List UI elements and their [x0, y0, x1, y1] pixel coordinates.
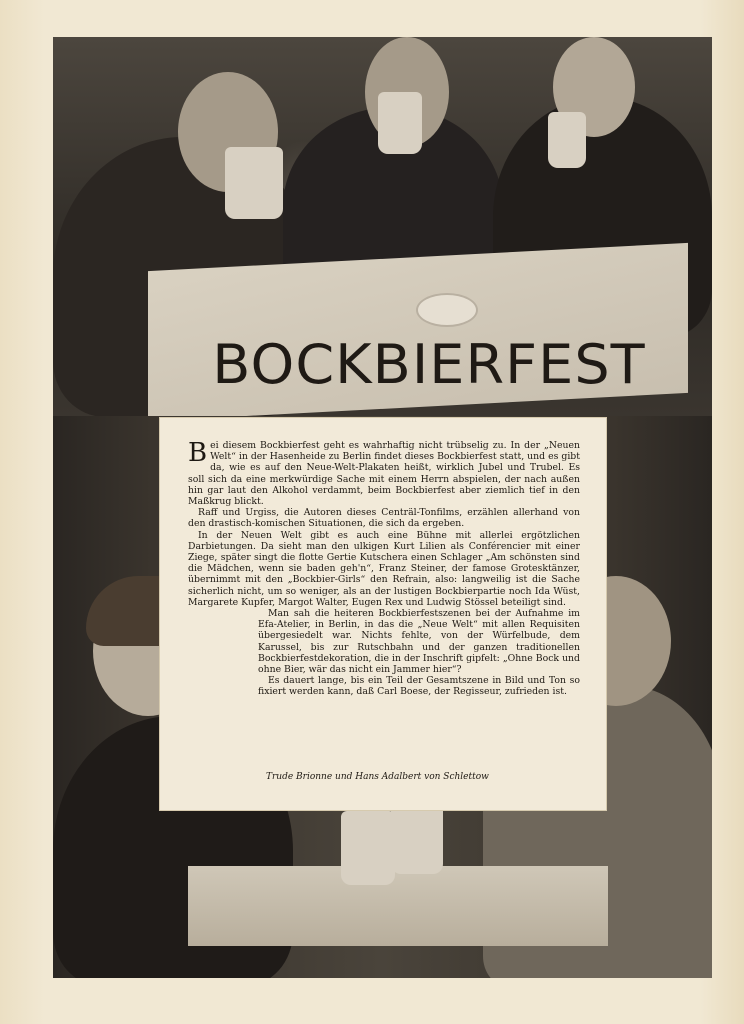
bottom-table [188, 866, 608, 946]
article-paragraph-1: Bei diesem Bockbierfest geht es wahrhaftig nicht trübselig zu. In der „Neuen Welt“ in der Hasenheide zu Berlin findet dieses Bockbierfest statt, und es gibt da, wie es auf den Neue-Welt-Plakaten heißt, wirklich Jubel und Trubel. Es soll sich da eine merkwürdige Sache mit einem Herrn abspielen, der nach außen hin gar laut den Alkohol verdammt, beim Bockbierfest aber ziemlich tief in den Maßkrug blickt. [188, 438, 580, 508]
mug-bottom-left [341, 811, 395, 885]
article-paragraph-3: In der Neuen Welt gibt es auch eine Bühne mit allerlei ergötzlichen Darbietungen. Da sieht man den ulkigen Kurt Lilien als Conférencier mit einer Ziege, später singt die flotte Gertie Kutschera einen Schlager „Am schönsten sind die Mädchen, wenn sie baden geh'n“, Franz Steiner, der famose Grotesktänzer, übernimmt mit den „Bockbier-Girls“ den Refrain, also: langweilig ist die Sache sicherlich nicht, um so weniger, als an der lustigen Bockbierpartie noch Ida Wüst, Margarete Kupfer, Margot Walter, Eugen Rex und Ludwig Stössel beteiligt sind. [188, 529, 580, 608]
page-title: BOCKBIERFEST [212, 333, 646, 396]
top-photo-three-men-drinking [53, 37, 712, 416]
article-text [188, 440, 580, 698]
drop-cap: B [188, 438, 208, 468]
plate-stack [416, 293, 478, 327]
mug-left [225, 147, 283, 219]
article-paragraph-4: Man sah die heiteren Bockbierfestszenen bei der Aufnahme im Efa-Atelier, in Berlin, in das die „Neue Welt“ mit allen Requisiten übergesiedelt war. Nichts fehlte, von der Würfelbude, dem Karussel, bis zur Rutschbahn und der ganzen traditionellen Bockbierfestdekoration, die in der Inschrift gipfelt: „Ohne Bock und ohne Bier, wär das nicht ein Jammer hier“? [258, 608, 580, 676]
mug-center [378, 92, 422, 154]
photo-caption: Trude Brionne und Hans Adalbert von Schlettow [266, 772, 489, 782]
title-container [149, 329, 709, 401]
article-paragraph-2: Raff und Urgiss, die Autoren dieses Centräl-Tonfilms, erzählen allerhand von den drastisch-komischen Situationen, die sich da ergeben. [188, 507, 580, 530]
article-paragraph-5: Es dauert lange, bis ein Teil der Gesamtszene in Bild und Ton so fixiert werden kann, daß Carl Boese, der Regisseur, zufrieden ist. [258, 675, 580, 698]
mug-right [548, 112, 586, 168]
mug-bottom-right [391, 800, 443, 874]
